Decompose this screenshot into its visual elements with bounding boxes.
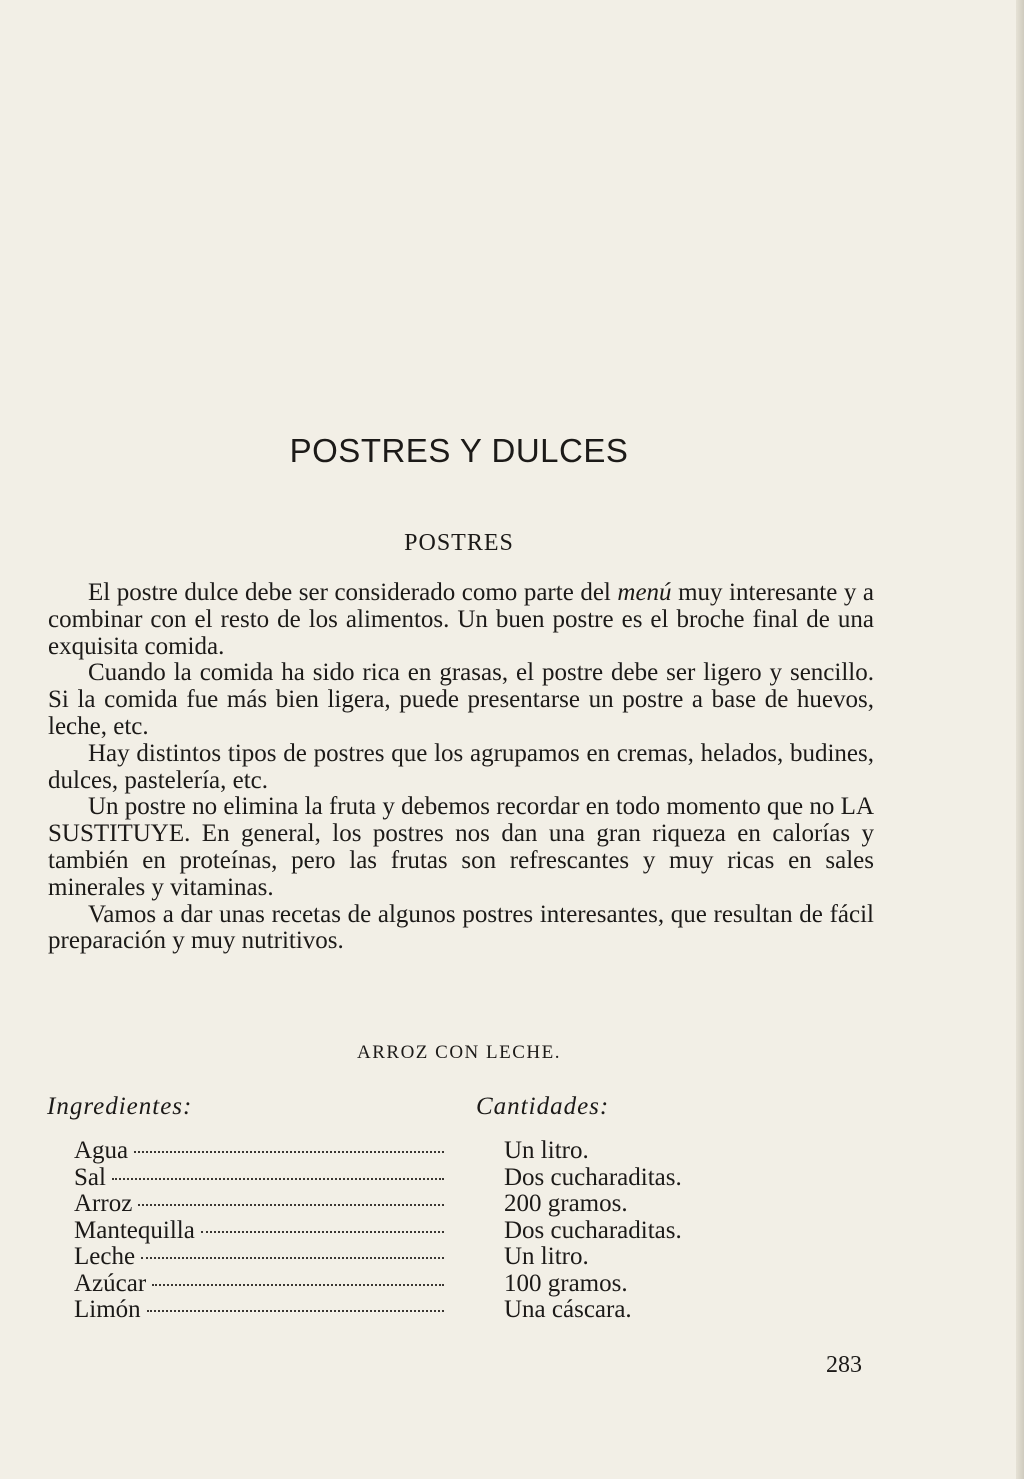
paragraph-text: muy interesante y a combinar con el resto de los alimentos. Un buen postre es el broche final de una exquisita comida. xyxy=(48,579,874,660)
quantity-value: Dos cucharaditas. xyxy=(504,1216,682,1244)
quantity-value: Un litro. xyxy=(504,1243,589,1270)
page-edge-shadow xyxy=(1016,0,1024,1479)
dot-leader xyxy=(134,1151,444,1153)
paragraph-text: Cuando la comida ha sido rica en grasas, el postre debe ser ligero y sencillo. Si la comida fue más bien ligera, puede presentarse un postre a base de huevos, leche, etc. xyxy=(48,659,874,740)
paragraph-text: Vamos a dar unas recetas de algunos postres interesantes, que resultan de fácil preparación y muy nutritivos. xyxy=(48,900,874,955)
paragraph-text: Hay distintos tipos de postres que los agrupamos en cremas, helados, budines, dulces, pastelería, etc. xyxy=(48,739,874,794)
section-title: POSTRES xyxy=(404,530,514,556)
paragraph xyxy=(48,741,874,795)
ingredients-header: Ingredientes: xyxy=(47,1093,193,1120)
ingredient-list xyxy=(74,1138,444,1324)
list-item xyxy=(74,1165,444,1192)
dot-leader xyxy=(152,1284,444,1286)
dot-leader xyxy=(201,1231,444,1233)
ingredient-name: Leche xyxy=(74,1243,136,1270)
ingredient-name: Azúcar xyxy=(74,1269,147,1297)
dot-leader xyxy=(112,1178,444,1180)
page-number: 283 xyxy=(826,1352,862,1378)
ingredient-name: Agua xyxy=(74,1137,129,1164)
body-text xyxy=(48,580,874,955)
paragraph xyxy=(48,794,874,901)
dot-leader xyxy=(147,1310,444,1312)
ingredient-name: Limón xyxy=(74,1296,141,1323)
recipe-title: ARROZ CON LECHE. xyxy=(357,1042,561,1063)
quantity-value: Un litro. xyxy=(504,1137,589,1164)
paragraph xyxy=(48,580,874,660)
quantities-header: Cantidades: xyxy=(476,1093,610,1120)
list-item xyxy=(74,1297,444,1324)
quantity-value: 100 gramos. xyxy=(504,1269,628,1297)
paragraph xyxy=(48,660,874,740)
list-item xyxy=(74,1271,444,1298)
quantity-value: Dos cucharaditas. xyxy=(504,1163,682,1191)
paragraph-text: El postre dulce debe ser considerado como parte del xyxy=(88,579,618,606)
list-item xyxy=(74,1138,444,1165)
paragraph-text: Un postre no elimina la fruta y debemos recordar en todo momento que no LA SUSTITUYE. En general, los postres nos dan una gran riqueza en calorías y también en proteínas, pero las frutas son refrescantes y muy ricas en sales minerales y vitaminas. xyxy=(48,793,874,901)
dot-leader xyxy=(138,1204,444,1206)
list-item xyxy=(74,1244,444,1271)
emphasis-text: menú xyxy=(617,579,672,606)
list-item xyxy=(74,1191,444,1218)
paragraph xyxy=(48,902,874,956)
chapter-title: POSTRES Y DULCES xyxy=(289,432,629,469)
ingredient-name: Mantequilla xyxy=(74,1216,195,1244)
ingredient-name: Sal xyxy=(74,1163,106,1191)
quantity-value: Una cáscara. xyxy=(504,1296,632,1323)
quantity-value: 200 gramos. xyxy=(504,1190,628,1217)
ingredient-name: Arroz xyxy=(74,1190,133,1217)
dot-leader xyxy=(141,1257,444,1259)
list-item xyxy=(74,1218,444,1245)
quantity-list xyxy=(504,1138,804,1324)
